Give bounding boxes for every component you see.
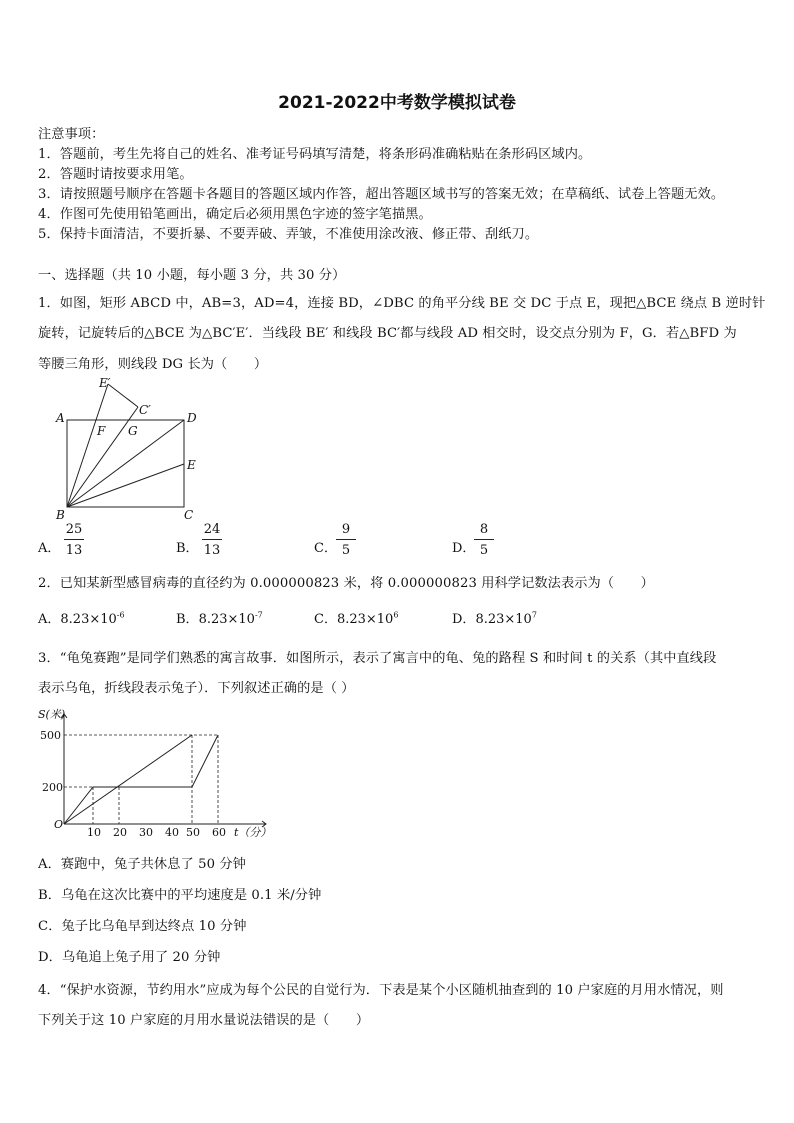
q3-distance-time-graph [34, 704, 274, 842]
q2-option-b[interactable]: B．$8.23\times 10^{-7}$ [176, 610, 263, 627]
q1-rectangle-figure [50, 372, 210, 522]
q3-text-line: 3．“龟兔赛跑”是同学们熟悉的寓言故事．如图所示，表示了寓言中的龟、兔的路程 S 和时间 t 的关系（其中直线段 [38, 651, 717, 666]
point-label-c-prime: C′ [139, 403, 151, 417]
q2-option-a[interactable]: A．$8.23\times 10^{-6}$ [38, 610, 125, 627]
point-label-c: C [184, 508, 194, 522]
x-axis-label: t（分） [234, 826, 272, 839]
x-tick-label: 10 [87, 826, 101, 839]
notice-item: 3．请按照题号顺序在答题卡各题目的答题区域内作答，超出答题区域书写的答案无效；在草稿纸、试卷上答题无效。 [38, 187, 725, 202]
y-tick-label: 500 [40, 729, 61, 742]
notice-item: 4．作图可先使用铅笔画出，确定后必须用黑色字迹的签字笔描黑。 [38, 207, 432, 222]
q1-option-c-fraction[interactable]: 9 5 [336, 522, 356, 558]
point-label-e-prime: E′ [99, 376, 111, 390]
q1-option-d-fraction[interactable]: 8 5 [474, 522, 494, 558]
q3-text-line: 表示乌龟，折线段表示兔子）．下列叙述正确的是（ ） [38, 681, 355, 696]
q2-option-c[interactable]: C．$8.23\times 10^6$ [314, 610, 399, 627]
q2-text: 2．已知某新型感冒病毒的直径约为 0.000000823 米，将 0.000000823 用科学记数法表示为（ ） [38, 576, 654, 591]
x-tick-label: 30 [139, 826, 153, 839]
q1-option-c-label[interactable]: C． [314, 541, 337, 556]
page-title: 2021-2022中考数学模拟试卷 [278, 93, 516, 113]
section-heading: 一、选择题（共 10 小题，每小题 3 分，共 30 分） [38, 268, 346, 283]
point-label-g: G [128, 424, 138, 438]
y-axis-label: S(米) [38, 708, 66, 721]
notice-heading: 注意事项： [38, 127, 105, 142]
x-tick-label: 20 [113, 826, 127, 839]
point-label-d: D [187, 411, 197, 425]
q4-text-line: 下列关于这 10 户家庭的月用水量说法错误的是（ ） [38, 1013, 370, 1028]
q1-text-line: 等腰三角形，则线段 DG 长为（ ） [38, 357, 268, 372]
q1-option-d-label[interactable]: D． [452, 541, 476, 556]
q1-option-b-fraction[interactable]: 24 13 [203, 522, 221, 558]
x-tick-label: 40 [165, 826, 179, 839]
q3-option-a[interactable]: A．赛跑中，兔子共休息了 50 分钟 [38, 857, 246, 872]
point-label-f: F [97, 424, 106, 438]
notice-item: 5．保持卡面清洁，不要折暴、不要弄破、弄皱，不准使用涂改液、修正带、刮纸刀。 [38, 227, 539, 242]
q2-option-d[interactable]: D．$8.23\times 10^7$ [452, 610, 537, 627]
y-tick-label: 200 [42, 781, 63, 794]
q1-text-line: 1．如图，矩形 ABCD 中，AB=3，AD=4，连接 BD，∠DBC 的角平分线 BE 交 DC 于点 E，现把△BCE 绕点 B 逆时针 [38, 296, 766, 311]
q1-option-a-fraction[interactable]: 25 13 [65, 522, 83, 558]
q3-option-d[interactable]: D．乌龟追上兔子用了 20 分钟 [38, 950, 221, 965]
point-label-b: B [56, 508, 65, 522]
origin-label: O [54, 818, 64, 831]
point-label-e: E [187, 458, 196, 472]
q1-text-line: 旋转，记旋转后的△BCE 为△BC′E′．当线段 BE′ 和线段 BC′都与线段 AD 相交时，设交点分别为 F，G．若△BFD 为 [38, 326, 737, 341]
x-tick-label: 60 [212, 826, 226, 839]
notice-item: 2．答题时请按要求用笔。 [38, 167, 193, 182]
q3-option-c[interactable]: C．兔子比乌龟早到达终点 10 分钟 [38, 919, 247, 934]
q1-option-a-label[interactable]: A． [38, 541, 61, 556]
q4-text-line: 4．“保护水资源，节约用水”应成为每个公民的自觉行为．下表是某个小区随机抽查到的 10 户家庭的月用水情况，则 [38, 983, 724, 998]
x-tick-label: 50 [186, 826, 200, 839]
point-label-a: A [56, 411, 65, 425]
q1-option-b-label[interactable]: B． [176, 541, 199, 556]
q3-option-b[interactable]: B．乌龟在这次比赛中的平均速度是 0.1 米/分钟 [38, 888, 322, 903]
notice-item: 1．答题前，考生先将自己的姓名、准考证号码填写清楚，将条形码准确粘贴在条形码区域内。 [38, 147, 592, 162]
